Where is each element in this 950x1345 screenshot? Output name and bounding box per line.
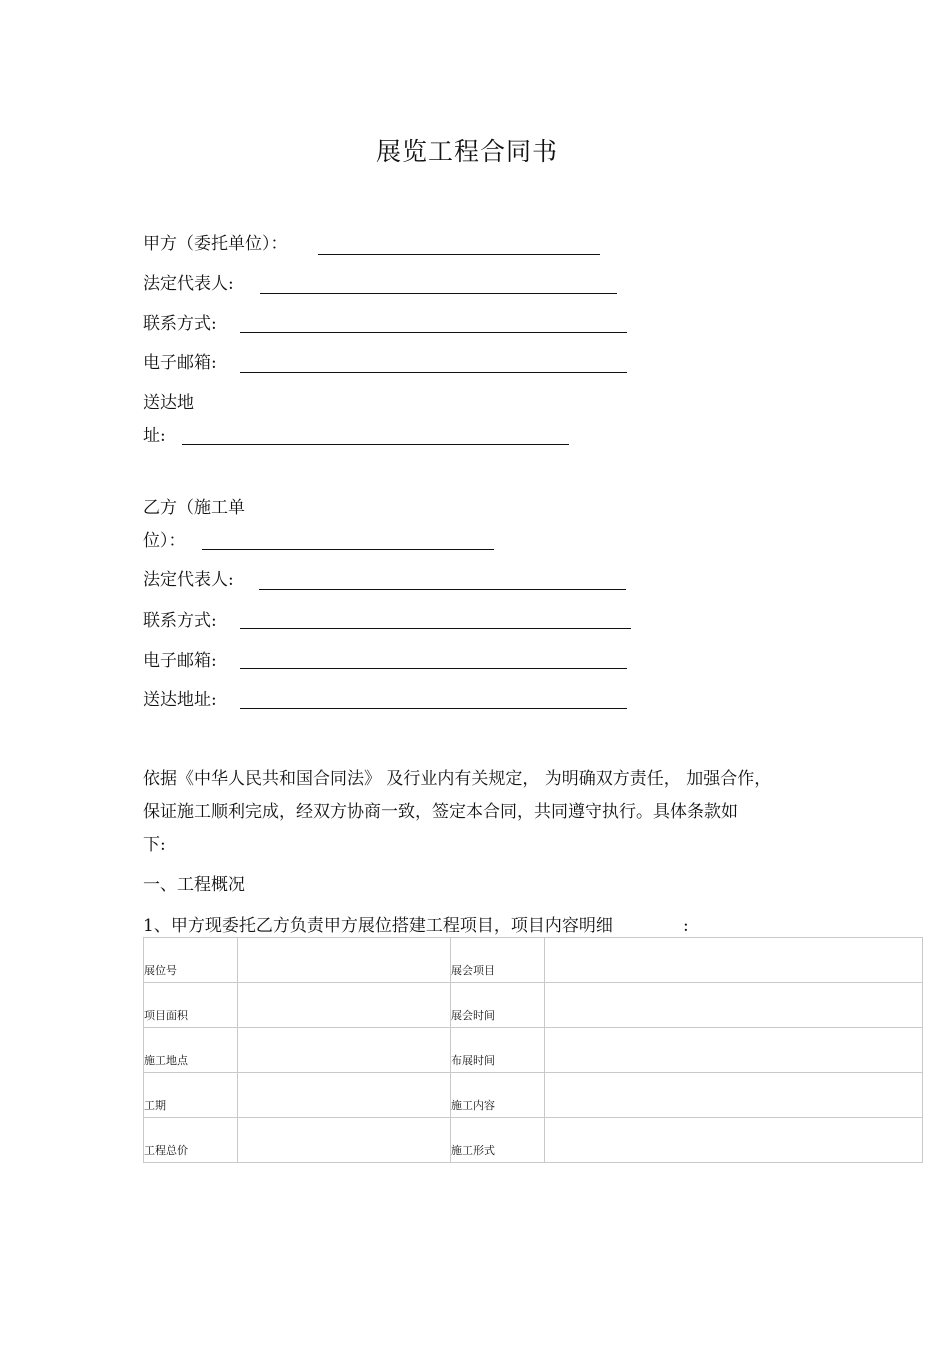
row-label-project-area: 项目面积 [144,983,238,1028]
construction-site-value-cell[interactable] [238,1028,451,1073]
preamble-line-2: 保证施工顺利完成，经双方协商一致，签定本合同，共同遵守执行。具体条款如 [143,802,738,822]
party-a-address-label-line1: 送达地 [143,393,194,413]
row-label-construction-site: 施工地点 [144,1028,238,1073]
contract-title: 展览工程合同书 [375,137,558,166]
row-label-exhibition-time: 展会时间 [451,983,545,1028]
exhibition-project-value-cell[interactable] [545,938,923,983]
party-b-contact-field[interactable] [240,628,631,629]
party-a-email-label: 电子邮箱: [143,353,217,373]
party-a-contact-field[interactable] [240,332,627,333]
party-b-address-label: 送达地址: [143,690,217,710]
party-a-client-field[interactable] [318,254,600,255]
construction-content-value-cell[interactable] [545,1073,923,1118]
party-a-legal-rep-label: 法定代表人: [143,274,234,294]
construction-form-value-cell[interactable] [545,1118,923,1163]
party-b-address-field[interactable] [240,708,627,709]
preamble-line-3: 下: [143,835,166,855]
row-label-exhibition-project: 展会项目 [451,938,545,983]
party-a-contact-label: 联系方式: [143,314,217,334]
party-a-email-field[interactable] [240,372,627,373]
section-1-item-1-colon: : [683,916,689,936]
party-b-contractor-label-line1: 乙方（施工单 [143,498,245,518]
duration-value-cell[interactable] [238,1073,451,1118]
party-b-contractor-label-line2: 位）： [143,531,186,551]
party-b-legal-rep-field[interactable] [259,589,626,590]
row-label-setup-time: 布展时间 [451,1028,545,1073]
row-label-construction-content: 施工内容 [451,1073,545,1118]
table-row [144,1073,923,1118]
table-row [144,1118,923,1163]
party-b-contractor-field[interactable] [202,549,494,550]
row-label-total-price: 工程总价 [144,1118,238,1163]
booth-number-value-cell[interactable] [238,938,451,983]
section-1-heading: 一、工程概况 [143,875,245,895]
project-area-value-cell[interactable] [238,983,451,1028]
party-b-email-label: 电子邮箱: [143,651,217,671]
party-a-legal-rep-field[interactable] [260,293,617,294]
party-b-email-field[interactable] [240,668,627,669]
setup-time-value-cell[interactable] [545,1028,923,1073]
row-label-booth-number: 展位号 [144,938,238,983]
section-1-item-1: 1、甲方现委托乙方负责甲方展位搭建工程项目，项目内容明细 [143,916,613,936]
party-b-legal-rep-label: 法定代表人: [143,570,234,590]
row-label-duration: 工期 [144,1073,238,1118]
exhibition-time-value-cell[interactable] [545,983,923,1028]
table-row [144,1028,923,1073]
project-details-table [143,937,923,1163]
row-label-construction-form: 施工形式 [451,1118,545,1163]
party-b-contact-label: 联系方式: [143,611,217,631]
table-row [144,983,923,1028]
preamble-line-1: 依据《中华人民共和国合同法》 及行业内有关规定， 为明确双方责任， 加强合作， [143,769,772,789]
party-a-client-label: 甲方（委托单位）： [143,234,288,254]
total-price-value-cell[interactable] [238,1118,451,1163]
party-a-address-field[interactable] [182,444,569,445]
table-row [144,938,923,983]
party-a-address-label-line2: 址: [143,426,166,446]
